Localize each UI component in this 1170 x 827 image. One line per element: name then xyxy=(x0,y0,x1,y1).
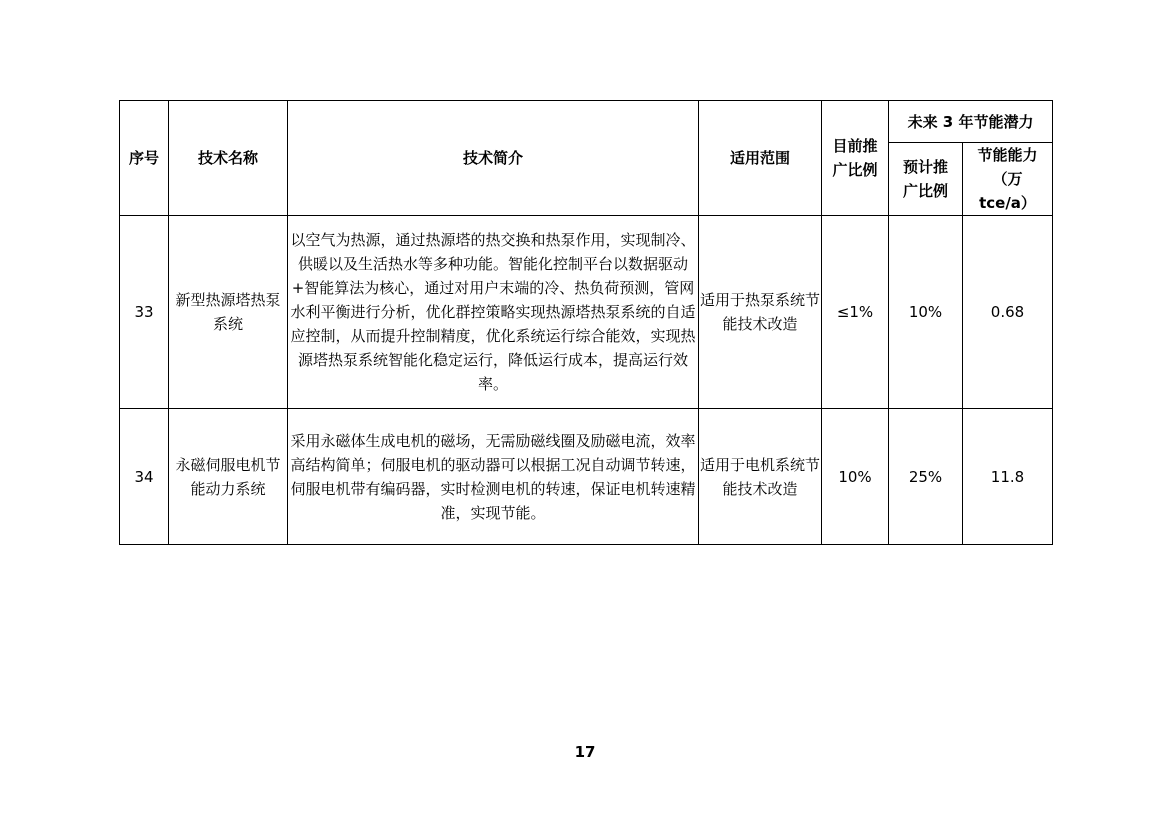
header-seq: 序号 xyxy=(120,101,169,216)
header-expected-ratio: 预计推广比例 xyxy=(889,143,963,216)
row-tech-intro: 以空气为热源，通过热源塔的热交换和热泵作用，实现制冷、供暖以及生活热水等多种功能。智能化控制平台以数据驱动+智能算法为核心，通过对用户末端的冷、热负荷预测，管网水利平衡进行分析，优化群控策略实现热源塔热泵系统的自适应控制，从而提升控制精度，优化系统运行综合能效，实现热源塔热泵系统智能化稳定运行，降低运行成本，提高运行效率。 xyxy=(288,216,699,409)
table-row xyxy=(120,216,1053,409)
header-future-group: 未来 3 年节能潜力 xyxy=(889,101,1053,143)
row-seq: 33 xyxy=(120,216,169,409)
row-tech-intro: 采用永磁体生成电机的磁场，无需励磁线圈及励磁电流，效率高结构简单；伺服电机的驱动器可以根据工况自动调节转速，伺服电机带有编码器，实时检测电机的转速，保证电机转速精准，实现节能。 xyxy=(288,409,699,545)
header-intro: 技术简介 xyxy=(288,101,699,216)
row-saving-capacity: 11.8 xyxy=(963,409,1053,545)
header-row-top xyxy=(120,101,1053,143)
header-name: 技术名称 xyxy=(169,101,288,216)
row-current-ratio: 10% xyxy=(822,409,889,545)
row-scope: 适用于电机系统节能技术改造 xyxy=(699,409,822,545)
page-number: 17 xyxy=(574,743,596,761)
technology-table xyxy=(119,100,1053,545)
row-tech-name: 永磁伺服电机节能动力系统 xyxy=(169,409,288,545)
row-saving-capacity: 0.68 xyxy=(963,216,1053,409)
row-expected-ratio: 25% xyxy=(889,409,963,545)
row-current-ratio: ≤1% xyxy=(822,216,889,409)
header-saving-capacity: 节能能力（万 tce/a） xyxy=(963,143,1053,216)
row-seq: 34 xyxy=(120,409,169,545)
row-tech-name: 新型热源塔热泵系统 xyxy=(169,216,288,409)
header-scope: 适用范围 xyxy=(699,101,822,216)
row-expected-ratio: 10% xyxy=(889,216,963,409)
table-row xyxy=(120,409,1053,545)
header-current-ratio: 目前推广比例 xyxy=(822,101,889,216)
row-scope: 适用于热泵系统节能技术改造 xyxy=(699,216,822,409)
